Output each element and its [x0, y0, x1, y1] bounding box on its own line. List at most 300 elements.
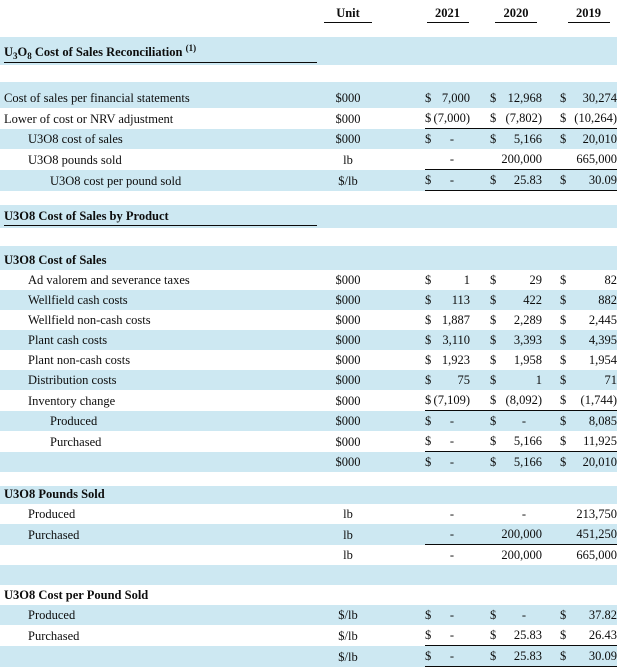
value-cell-2019	[560, 129, 617, 150]
value-cell-2020	[490, 108, 542, 129]
row-label: Ad valorem and severance taxes	[28, 273, 190, 287]
unit-cell: $/lb	[318, 646, 378, 667]
value-2019: (10,264)	[574, 111, 617, 125]
value-2020: 2,289	[513, 313, 542, 327]
currency-symbol: $	[490, 111, 497, 125]
value-2019: 665,000	[576, 152, 617, 166]
value-2019: 37.82	[588, 608, 617, 622]
spacer-cell	[542, 290, 560, 310]
section-title-by-product	[0, 205, 617, 228]
value-cell-2021	[425, 310, 470, 330]
currency-symbol: $	[560, 91, 567, 105]
spacer-cell	[542, 108, 560, 129]
spacer-cell	[378, 290, 425, 310]
currency-symbol: $	[425, 393, 432, 407]
value-cell-2019	[560, 290, 617, 310]
spacer-cell	[542, 350, 560, 370]
currency-symbol: $	[425, 649, 432, 663]
spacer-cell	[542, 625, 560, 646]
value-cell-2019	[560, 545, 617, 566]
table-row	[0, 330, 617, 350]
value-cell-2020	[490, 545, 542, 566]
value-cell-2019	[560, 330, 617, 350]
spacer-cell	[542, 170, 560, 191]
value-cell-2021	[425, 350, 470, 370]
value-cell-2021	[425, 504, 470, 524]
value-2019: 4,395	[588, 333, 617, 347]
value-2019: 2,445	[588, 313, 617, 327]
value-2020: (7,802)	[505, 111, 542, 125]
section-title-cell	[0, 246, 617, 270]
spacer-cell	[470, 129, 490, 150]
spacer-cell	[470, 330, 490, 350]
currency-symbol: $	[560, 111, 567, 125]
value-cell-2021	[425, 170, 470, 191]
blank-row	[0, 191, 617, 206]
section-title-text: U3O8 Cost per Pound Sold	[4, 588, 149, 602]
value-cell-2019	[560, 310, 617, 330]
currency-symbol: $	[560, 628, 567, 642]
spacer-cell	[542, 411, 560, 432]
value-cell-2020	[490, 370, 542, 390]
row-label: Wellfield cash costs	[0, 290, 318, 310]
unit-cell: lb	[343, 152, 353, 167]
table-row	[0, 350, 617, 370]
spacer-cell	[542, 524, 560, 545]
value-2020: 12,968	[507, 91, 542, 105]
value-cell-2020	[490, 625, 542, 646]
value-2021: -	[449, 132, 454, 146]
spacer-cell	[542, 452, 560, 473]
value-2019: 26.43	[588, 628, 617, 642]
table-row	[0, 524, 617, 545]
value-2020: 25.83	[513, 173, 542, 187]
value-2020: 5,166	[513, 132, 542, 146]
value-2020: 1	[535, 373, 542, 387]
value-cell-2020	[490, 646, 542, 667]
currency-symbol: $	[560, 434, 567, 448]
table-row	[0, 625, 617, 646]
value-2019: 30,274	[582, 91, 617, 105]
currency-symbol: $	[560, 313, 567, 327]
currency-symbol: $	[560, 333, 567, 347]
currency-symbol: $	[490, 273, 497, 287]
value-cell-2021	[425, 149, 470, 170]
table-row	[0, 310, 617, 330]
currency-symbol: $	[490, 649, 497, 663]
table-row-total	[0, 452, 617, 473]
row-label: Wellfield non-cash costs	[28, 313, 151, 327]
spacer-cell	[378, 149, 425, 170]
section-title-cell	[0, 205, 617, 228]
value-2019: 30.09	[588, 173, 617, 187]
unit-cell: $/lb	[338, 628, 358, 643]
value-2021: 1	[463, 273, 470, 287]
value-2019: 213,750	[576, 507, 617, 521]
spacer-cell	[470, 108, 490, 129]
spacer-cell	[470, 310, 490, 330]
blank-row	[0, 228, 617, 246]
table-row	[0, 129, 617, 150]
spacer-cell	[542, 370, 560, 390]
table-row	[0, 390, 617, 411]
value-cell-2021	[425, 390, 470, 411]
currency-symbol: $	[490, 173, 497, 187]
currency-symbol: $	[560, 455, 567, 469]
value-2019: 20,010	[582, 132, 617, 146]
currency-symbol: $	[425, 313, 432, 327]
value-cell-2020	[490, 129, 542, 150]
row-label: U3O8 cost of sales	[0, 129, 318, 150]
value-2019: 11,925	[583, 434, 617, 448]
spacer-cell	[0, 228, 617, 246]
row-label: U3O8 cost per pound sold	[0, 170, 318, 191]
spacer-cell	[542, 149, 560, 170]
value-2019: 665,000	[576, 548, 617, 562]
value-cell-2021	[425, 431, 470, 452]
value-cell-2019	[560, 149, 617, 170]
spacer-cell	[378, 129, 425, 150]
spacer-cell	[470, 149, 490, 170]
currency-symbol: $	[425, 173, 432, 187]
spacer-cell	[542, 545, 560, 566]
currency-symbol: $	[425, 373, 432, 387]
unit-cell: $000	[318, 370, 378, 390]
value-cell-2021	[425, 452, 470, 473]
unit-cell: $000	[318, 129, 378, 150]
value-cell-2021	[425, 270, 470, 290]
spacer-cell	[0, 191, 617, 206]
value-cell-2021	[425, 605, 470, 625]
section-title-cell	[0, 486, 617, 504]
unit-cell: $000	[318, 411, 378, 432]
value-2020: 200,000	[501, 527, 542, 541]
currency-symbol: $	[425, 608, 432, 622]
unit-cell: $000	[335, 434, 361, 449]
spacer-cell	[470, 290, 490, 310]
currency-symbol: $	[490, 91, 497, 105]
value-cell-2019	[560, 646, 617, 667]
value-2019: 1,954	[588, 353, 617, 367]
year-header-label: 2021	[427, 6, 469, 23]
spacer-cell	[470, 350, 490, 370]
currency-symbol: $	[560, 273, 567, 287]
currency-symbol: $	[425, 333, 432, 347]
spacer-cell	[0, 25, 617, 37]
value-cell-2019	[560, 625, 617, 646]
spacer-cell	[470, 504, 490, 524]
value-cell-2021	[425, 370, 470, 390]
spacer-cell	[0, 565, 617, 585]
value-cell-2019	[560, 350, 617, 370]
spacer-cell	[542, 605, 560, 625]
subscript: 3	[13, 51, 18, 61]
spacer-cell	[542, 504, 560, 524]
value-2020: 5,166	[513, 455, 542, 469]
section-title-text	[4, 43, 317, 63]
spacer-cell	[470, 170, 490, 191]
table-row	[0, 290, 617, 310]
spacer-cell	[0, 65, 617, 82]
spacer-cell	[0, 472, 617, 486]
spacer-cell	[378, 170, 425, 191]
footnote-marker: (1)	[185, 43, 197, 53]
currency-symbol: $	[560, 608, 567, 622]
value-cell-2019	[560, 370, 617, 390]
value-cell-2019	[560, 270, 617, 290]
spacer-cell	[378, 108, 425, 129]
currency-symbol: $	[490, 434, 497, 448]
spacer-cell	[378, 411, 425, 432]
spacer-cell	[0, 3, 318, 25]
subsection-title-pounds-sold	[0, 486, 617, 504]
value-cell-2020	[490, 310, 542, 330]
section-title-cell	[0, 37, 617, 65]
table-row	[0, 170, 617, 191]
value-cell-2019	[560, 524, 617, 545]
spacer-cell	[542, 431, 560, 452]
currency-symbol: $	[425, 353, 432, 367]
currency-symbol: $	[425, 132, 432, 146]
spacer-cell	[470, 270, 490, 290]
currency-symbol: $	[425, 91, 432, 105]
spacer-cell	[542, 82, 560, 108]
currency-symbol: $	[560, 353, 567, 367]
value-2021: -	[449, 455, 454, 469]
value-2021: 75	[457, 373, 470, 387]
column-header-row	[0, 3, 617, 25]
blank-row	[0, 65, 617, 82]
currency-symbol: $	[490, 333, 497, 347]
currency-symbol: $	[490, 608, 497, 622]
spacer-cell	[470, 545, 490, 566]
currency-symbol: $	[490, 373, 497, 387]
value-2021: (7,109)	[433, 393, 470, 407]
table-row	[0, 270, 617, 290]
value-cell-2020	[490, 504, 542, 524]
value-2019: (1,744)	[580, 393, 617, 407]
unit-column-header	[318, 3, 378, 25]
spacer-cell	[470, 452, 490, 473]
row-label	[0, 646, 318, 667]
table-row	[0, 149, 617, 170]
value-2021: 3,110	[442, 333, 470, 347]
spacer-cell	[378, 370, 425, 390]
spacer-cell	[542, 646, 560, 667]
row-label: Plant non-cash costs	[28, 353, 131, 367]
blank-row	[0, 25, 617, 37]
value-2019: 20,010	[582, 455, 617, 469]
section-title-text: U3O8 Cost of Sales	[4, 253, 107, 267]
currency-symbol: $	[490, 455, 497, 469]
spacer-cell	[470, 82, 490, 108]
currency-symbol: $	[490, 628, 497, 642]
spacer-cell	[542, 3, 560, 25]
unit-cell: $000	[318, 82, 378, 108]
currency-symbol: $	[425, 414, 432, 428]
unit-cell: $000	[335, 273, 361, 287]
financial-table	[0, 3, 617, 667]
currency-symbol: $	[425, 293, 432, 307]
section-title-cell	[0, 585, 617, 605]
row-label: Produced	[28, 507, 76, 521]
row-label	[0, 452, 318, 473]
row-label: Purchased	[50, 434, 102, 449]
value-2021: 7,000	[441, 91, 470, 105]
unit-cell: $000	[318, 452, 378, 473]
value-cell-2019	[560, 411, 617, 432]
value-cell-2020	[490, 350, 542, 370]
row-label: Lower of cost or NRV adjustment	[4, 111, 174, 126]
unit-cell: $/lb	[318, 605, 378, 625]
blank-row	[0, 565, 617, 585]
spacer-cell	[470, 646, 490, 667]
year-column-header-2020	[490, 3, 542, 25]
value-cell-2020	[490, 270, 542, 290]
currency-symbol: $	[490, 414, 497, 428]
row-label: Purchased	[0, 524, 318, 545]
currency-symbol: $	[560, 173, 567, 187]
spacer-cell	[542, 310, 560, 330]
currency-symbol: $	[560, 393, 567, 407]
table-row	[0, 370, 617, 390]
spacer-cell	[378, 524, 425, 545]
value-2020: 422	[523, 293, 542, 307]
currency-symbol: $	[425, 455, 432, 469]
value-cell-2021	[425, 411, 470, 432]
unit-cell: $000	[318, 330, 378, 350]
value-cell-2019	[560, 170, 617, 191]
unit-cell: $/lb	[318, 170, 378, 191]
value-cell-2021	[425, 290, 470, 310]
value-2021: -	[449, 434, 454, 448]
spacer-cell	[470, 3, 490, 25]
value-cell-2019	[560, 452, 617, 473]
currency-symbol: $	[490, 132, 497, 146]
value-cell-2021	[425, 545, 470, 566]
value-cell-2021	[425, 646, 470, 667]
value-cell-2020	[490, 524, 542, 545]
value-cell-2019	[560, 605, 617, 625]
value-2021: 113	[451, 293, 470, 307]
table-row	[0, 108, 617, 129]
value-2021: -	[449, 608, 454, 622]
value-2020: 200,000	[501, 548, 542, 562]
unit-cell: $000	[335, 393, 361, 408]
year-column-header-2021	[425, 3, 470, 25]
spacer-cell	[378, 310, 425, 330]
value-cell-2019	[560, 390, 617, 411]
section-title-reconciliation	[0, 37, 617, 65]
row-label: Purchased	[28, 628, 80, 643]
title-part: O	[17, 45, 28, 59]
value-cell-2020	[490, 390, 542, 411]
value-2020: 5,166	[513, 434, 542, 448]
value-2019: 30.09	[588, 649, 617, 663]
spacer-cell	[378, 545, 425, 566]
section-title-text: U3O8 Cost of Sales by Product	[4, 209, 317, 226]
currency-symbol: $	[560, 132, 567, 146]
currency-symbol: $	[490, 313, 497, 327]
currency-symbol: $	[490, 353, 497, 367]
value-2020: -	[521, 414, 526, 428]
value-cell-2020	[490, 149, 542, 170]
spacer-cell	[378, 3, 425, 25]
currency-symbol: $	[490, 293, 497, 307]
table-row	[0, 504, 617, 524]
spacer-cell	[378, 504, 425, 524]
unit-cell: lb	[343, 507, 353, 521]
table-row	[0, 411, 617, 432]
value-cell-2019	[560, 504, 617, 524]
row-label: Produced	[0, 605, 318, 625]
value-cell-2019	[560, 108, 617, 129]
value-cell-2020	[490, 411, 542, 432]
spacer-cell	[378, 350, 425, 370]
value-cell-2021	[425, 82, 470, 108]
value-cell-2020	[490, 452, 542, 473]
spacer-cell	[470, 411, 490, 432]
value-2020: 25.83	[513, 649, 542, 663]
subsection-title-cost-of-sales	[0, 246, 617, 270]
title-part: Cost of Sales Reconciliation	[31, 45, 186, 59]
value-2021: -	[449, 548, 454, 562]
currency-symbol: $	[490, 393, 497, 407]
value-2020: 200,000	[501, 152, 542, 166]
value-cell-2019	[560, 82, 617, 108]
value-cell-2021	[425, 625, 470, 646]
year-header-label: 2020	[495, 6, 537, 23]
value-2021: 1,923	[441, 353, 470, 367]
table-row-total	[0, 646, 617, 667]
value-2021: 1,887	[441, 313, 470, 327]
value-2019: 82	[604, 273, 617, 287]
value-2019: 451,250	[576, 527, 617, 541]
value-cell-2021	[425, 330, 470, 350]
unit-header-label: Unit	[324, 6, 372, 23]
spacer-cell	[378, 82, 425, 108]
spacer-cell	[470, 605, 490, 625]
value-cell-2019	[560, 431, 617, 452]
spacer-cell	[378, 270, 425, 290]
value-cell-2021	[425, 108, 470, 129]
value-cell-2021	[425, 129, 470, 150]
value-2021: -	[449, 173, 454, 187]
spacer-cell	[470, 431, 490, 452]
currency-symbol: $	[560, 649, 567, 663]
spacer-cell	[470, 625, 490, 646]
value-2021: -	[449, 628, 454, 642]
value-2020: 3,393	[513, 333, 542, 347]
value-2019: 882	[598, 293, 617, 307]
value-2021: -	[449, 507, 454, 521]
unit-cell: $000	[335, 313, 361, 327]
spacer-cell	[378, 605, 425, 625]
row-label: Distribution costs	[0, 370, 318, 390]
subscript: 8	[27, 51, 32, 61]
subsection-title-cost-per-pound	[0, 585, 617, 605]
value-2020: 25.83	[513, 628, 542, 642]
spacer-cell	[378, 431, 425, 452]
value-2021: -	[449, 414, 454, 428]
spacer-cell	[542, 330, 560, 350]
spacer-cell	[378, 390, 425, 411]
row-label: U3O8 pounds sold	[28, 152, 122, 167]
value-2021: -	[449, 152, 454, 166]
currency-symbol: $	[560, 414, 567, 428]
value-cell-2020	[490, 605, 542, 625]
table-row	[0, 431, 617, 452]
